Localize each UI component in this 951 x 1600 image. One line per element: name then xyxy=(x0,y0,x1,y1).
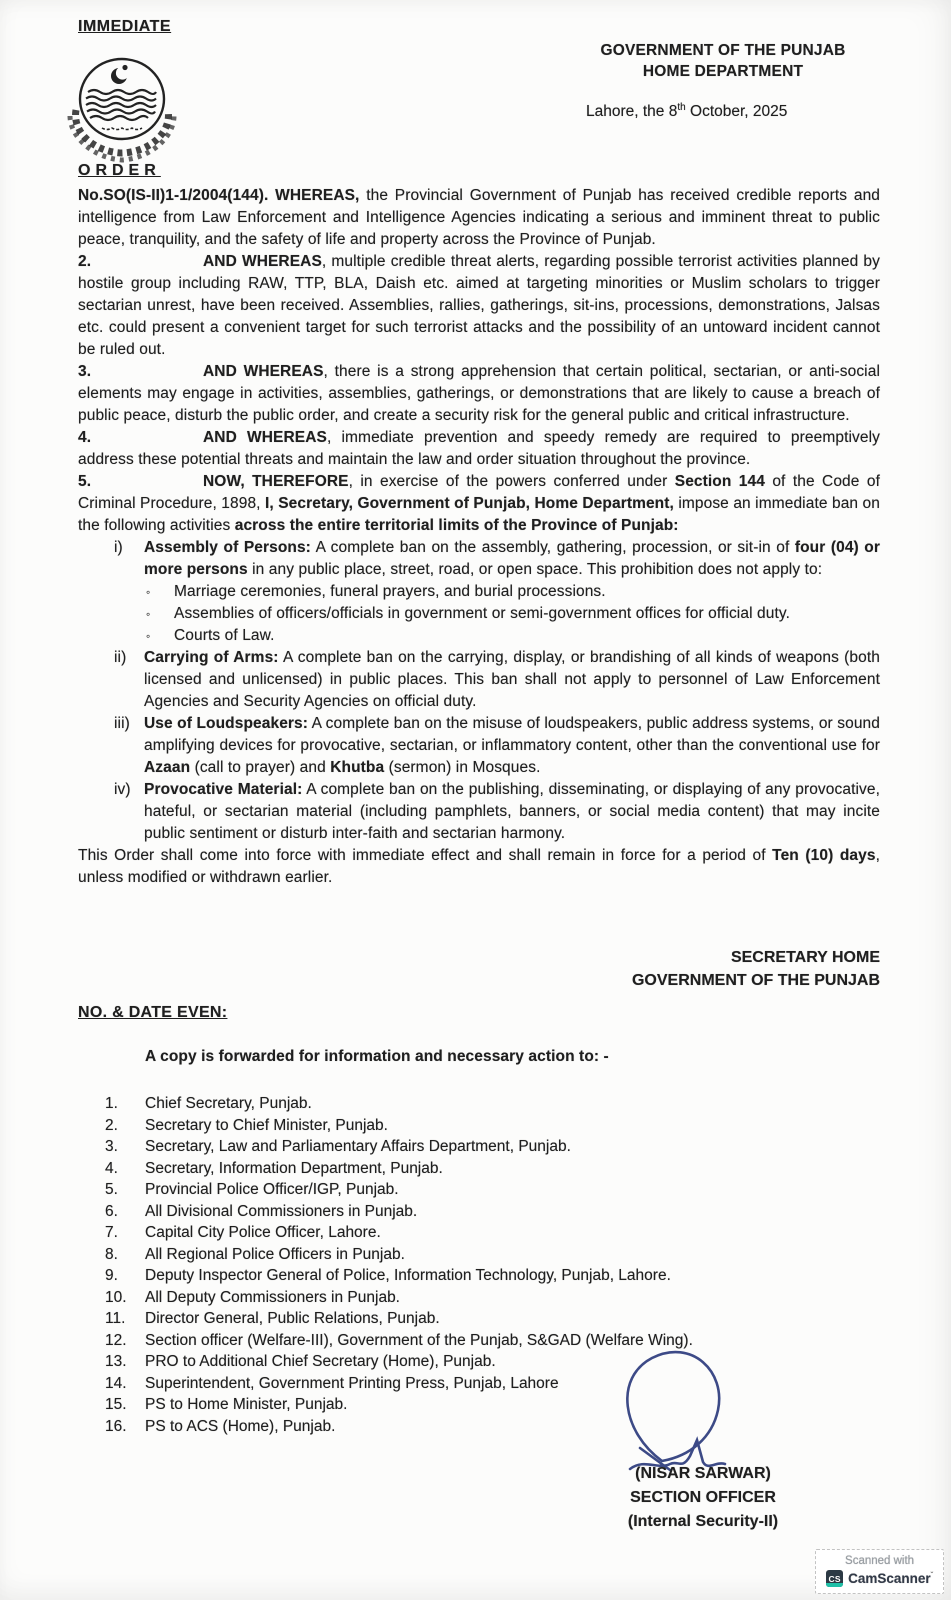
punjab-government-seal-icon xyxy=(56,52,196,175)
cc-item-number: 10. xyxy=(105,1288,127,1306)
exemption-item: ◦ Marriage ceremonies, funeral prayers, and burial processions. xyxy=(78,581,880,603)
camscanner-watermark xyxy=(815,1549,944,1594)
no-date-even-label: NO. & DATE EVEN: xyxy=(78,1004,228,1021)
list-marker: iii) xyxy=(114,715,130,732)
list-marker: iv) xyxy=(114,781,131,798)
cc-item-text: All Divisional Commissioners in Punjab. xyxy=(145,1202,418,1220)
cc-item-number: 12. xyxy=(105,1331,127,1349)
cc-item-text: Director General, Public Relations, Punjab. xyxy=(145,1310,440,1327)
cc-item-number: 15. xyxy=(105,1396,127,1413)
sign-block-line2: GOVERNMENT OF THE PUNJAB xyxy=(631,972,880,989)
ban-item-provocative-material: iv) Provocative Material: A complete ban on the publishing, disseminating, or displaying of any provocative, hateful, or sectarian material (including pamphlets, banners, or social media content) that may incite public sentiment or disturb inter-faith and sectarian harmony. xyxy=(78,779,880,845)
date-place-line: Lahore, the 8th October, 2025 xyxy=(586,102,788,121)
cc-item-number: 8. xyxy=(105,1245,118,1263)
cc-item-number: 9. xyxy=(105,1267,118,1284)
circle-bullet-icon: ◦ xyxy=(146,585,151,599)
cc-item-number: 11. xyxy=(105,1310,126,1327)
signatory-name: (NISAR SARWAR) xyxy=(635,1465,771,1482)
govt-name: GOVERNMENT OF THE PUNJAB xyxy=(600,42,846,59)
cc-item-text: Secretary, Law and Parliamentary Affairs Department, Punjab. xyxy=(145,1138,571,1155)
cc-list-item xyxy=(78,1265,880,1287)
paragraph-number: 5. xyxy=(78,473,92,490)
signatory-block xyxy=(578,1462,828,1534)
cc-item-text: All Deputy Commissioners in Punjab. xyxy=(145,1288,400,1306)
list-marker: i) xyxy=(114,539,123,556)
closing-paragraph: This Order shall come into force with immediate effect and shall remain in force for a period of Ten (10) days, unless modified or withdrawn earlier. xyxy=(78,847,881,886)
cc-item-text: Chief Secretary, Punjab. xyxy=(145,1095,312,1112)
cc-item-number: 6. xyxy=(105,1202,118,1220)
dept-name: HOME DEPARTMENT xyxy=(642,63,804,80)
cc-list-item xyxy=(78,1416,880,1438)
immediate-label: IMMEDIATE xyxy=(78,18,172,35)
cc-item-number: 16. xyxy=(105,1417,127,1435)
cc-list-item xyxy=(78,1244,880,1266)
ban-item-carrying-of-arms: ii) Carrying of Arms: A complete ban on the carrying, display, or brandishing of all kinds of weapons (both licensed and unlicensed) in public places. This ban shall not apply to personnel of Law Enforcement Agencies and Security Agencies on official duty. xyxy=(78,647,880,713)
cc-item-text: Provincial Police Officer/IGP, Punjab. xyxy=(145,1181,399,1198)
cc-item-number: 7. xyxy=(105,1224,118,1241)
cc-list-item xyxy=(78,1158,880,1180)
cc-item-number: 1. xyxy=(105,1095,118,1112)
cc-item-number: 14. xyxy=(105,1374,127,1392)
cc-item-number: 3. xyxy=(105,1138,118,1155)
ban-item-assembly-of-persons: i) Assembly of Persons: A complete ban on the assembly, gathering, procession, or sit-in of four (04) or more persons in any public place, street, road, or open space. This prohibition does not apply to: xyxy=(78,537,880,581)
cc-list-item xyxy=(78,1287,880,1309)
secretary-home-sign-block xyxy=(632,946,880,992)
signatory-wing: (Internal Security-II) xyxy=(627,1513,779,1530)
ban-item-use-of-loudspeakers: iii) Use of Loudspeakers: A complete ban on the misuse of loudspeakers, public address systems, or sound amplifying devices for provocative, sectarian, or inflammatory content, other than the conventional use for Azaan (call to prayer) and Khutba (sermon) in Mosques. xyxy=(78,713,880,779)
cc-item-text: Section officer (Welfare-III), Government of the Punjab, S&GAD (Welfare Wing). xyxy=(145,1331,693,1349)
paragraph-number: 2. xyxy=(78,253,92,270)
cc-heading: A copy is forwarded for information and necessary action to: - xyxy=(145,1048,609,1065)
cc-item-text: Capital City Police Officer, Lahore. xyxy=(145,1224,381,1241)
exemption-item: ◦ Courts of Law. xyxy=(78,625,880,647)
cc-list-item xyxy=(78,1136,880,1158)
order-paragraph-4: 4. AND WHEREAS, immediate prevention and speedy remedy are required to preemptively address these potential threats and maintain the law and order situation throughout the province. xyxy=(78,429,880,468)
cc-item-text: All Regional Police Officers in Punjab. xyxy=(145,1245,405,1263)
cc-list xyxy=(78,1093,880,1437)
exemption-item: ◦ Assemblies of officers/officials in government or semi-government offices for official duty. xyxy=(78,603,880,625)
cc-item-text: Secretary to Chief Minister, Punjab. xyxy=(145,1116,388,1134)
cc-list-item xyxy=(78,1308,880,1330)
cc-item-number: 13. xyxy=(105,1353,127,1370)
order-paragraph-2: 2. AND WHEREAS, multiple credible threat alerts, regarding possible terrorist activities planned by hostile group including RAW, TTP, BLA, Daish etc. aimed at targeting minorities or Muslim scholars to trigger sectarian unrest, have been received. Assemblies, rallies, gatherings, sit-ins, processions, demonstrations, Jalsas etc. could present a convenient target for such terrorist attacks and the possibility of an untoward incident cannot be ruled out. xyxy=(78,253,881,358)
cc-list-item xyxy=(78,1330,880,1352)
signatory-title: SECTION OFFICER xyxy=(630,1489,776,1506)
order-paragraph-3: 3. AND WHEREAS, there is a strong apprehension that certain political, sectarian, or anti-social elements may engage in activities, assemblies, gatherings, or demonstrations that are likely to cause a breach of public peace, disturb the public order, and create a security risk for the general public and critical infrastructure. xyxy=(78,363,880,424)
scanned-with-label: Scanned with xyxy=(845,1555,915,1567)
circle-bullet-icon: ◦ xyxy=(146,607,151,621)
cc-list-item xyxy=(78,1179,880,1201)
cc-item-text: PS to ACS (Home), Punjab. xyxy=(145,1417,336,1435)
order-body xyxy=(78,160,880,889)
cc-item-number: 2. xyxy=(105,1116,118,1134)
paragraph-number: 4. xyxy=(78,429,92,446)
assembly-exemptions-list xyxy=(78,581,880,647)
paragraph-number: 3. xyxy=(78,363,92,380)
cc-item-number: 4. xyxy=(105,1159,118,1177)
cc-item-text: PS to Home Minister, Punjab. xyxy=(145,1396,348,1413)
cc-list-item xyxy=(78,1351,880,1373)
cc-item-text: Deputy Inspector General of Police, Information Technology, Punjab, Lahore. xyxy=(145,1267,671,1284)
order-paragraph-5: 5. NOW, THEREFORE, in exercise of the powers conferred under Section 144 of the Code of Criminal Procedure, 1898, I, Secretary, Government of Punjab, Home Department, impose an immediate ban on the following activities across the entire territorial limits of the Province of Punjab: xyxy=(78,473,880,534)
distribution-section xyxy=(78,1004,880,1437)
order-paragraph-1: No.SO(IS-II)1-1/2004(144). WHEREAS, the Provincial Government of Punjab has received credible reports and intelligence from Law Enforcement and Intelligence Agencies indicating a serious and imminent threat to public peace, tranquility, and the safety of life and property across the Province of Punjab. xyxy=(78,187,881,248)
camscanner-cs-icon: CS xyxy=(826,1570,843,1587)
cc-list-item xyxy=(78,1394,880,1416)
circle-bullet-icon: ◦ xyxy=(146,629,151,643)
cc-list-item xyxy=(78,1093,880,1115)
camscanner-app-name: CamScanner$^ˇ$ xyxy=(848,1571,933,1586)
cc-item-text: PRO to Additional Chief Secretary (Home), Punjab. xyxy=(145,1353,496,1370)
cc-item-text: Superintendent, Government Printing Press, Punjab, Lahore xyxy=(145,1374,559,1392)
cc-list-item xyxy=(78,1222,880,1244)
order-title: ORDER xyxy=(78,162,161,179)
department-heading xyxy=(578,40,868,82)
cc-item-text: Secretary, Information Department, Punjab. xyxy=(145,1159,443,1177)
list-marker: ii) xyxy=(114,649,127,666)
sign-block-line1: SECRETARY HOME xyxy=(730,949,880,966)
cc-list-item xyxy=(78,1201,880,1223)
date-ordinal: th xyxy=(677,102,686,113)
cc-item-number: 5. xyxy=(105,1181,118,1198)
cc-list-item xyxy=(78,1373,880,1395)
cc-list-item xyxy=(78,1115,880,1137)
